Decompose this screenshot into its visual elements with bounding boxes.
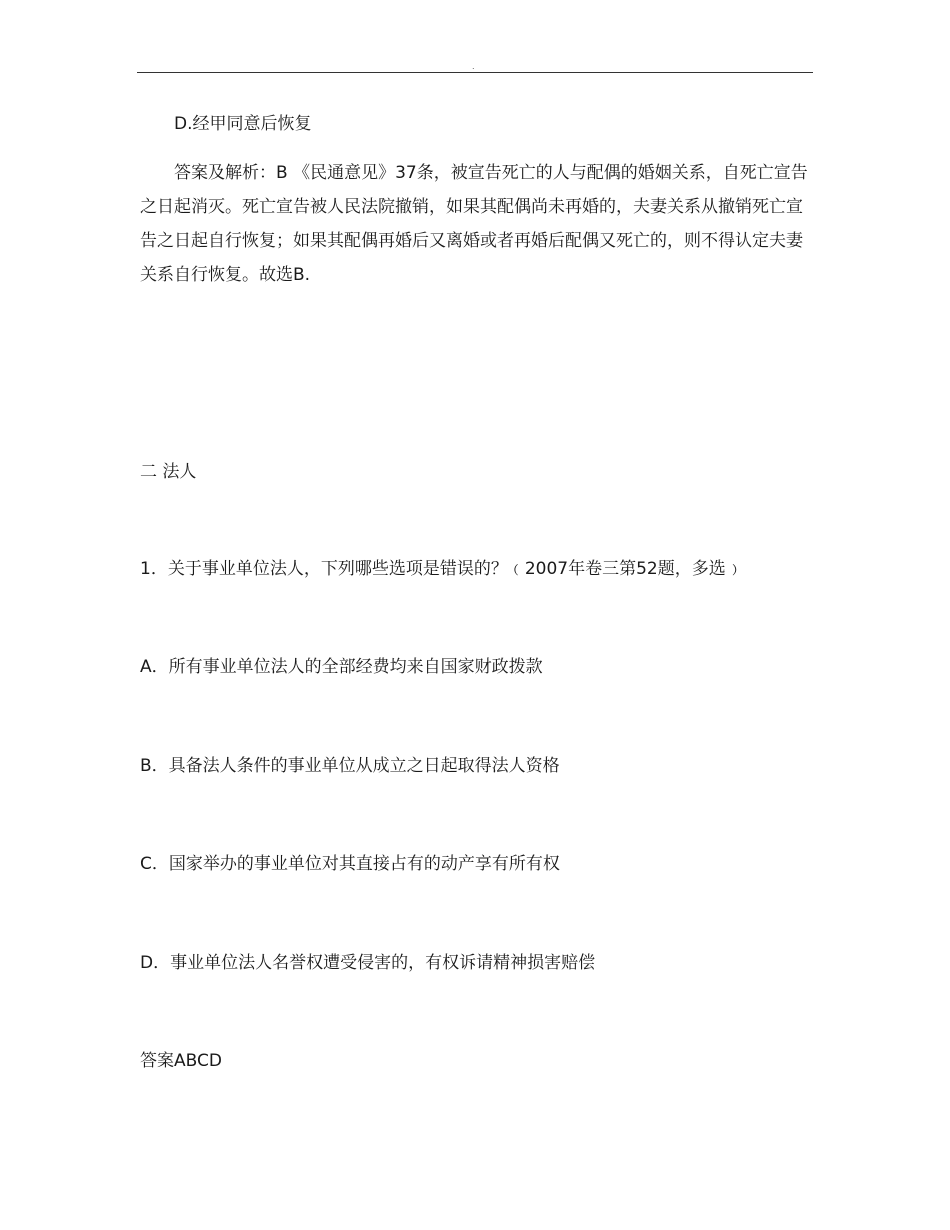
option-a: A．所有事业单位法人的全部经费均来自国家财政拨款 (140, 657, 543, 677)
explanation-line: 之日起消灭。死亡宣告被人民法院撤销，如果其配偶尚未再婚的，夫妻关系从撤销死亡宣 (140, 197, 803, 217)
option-c: C．国家举办的事业单位对其直接占有的动产享有所有权 (140, 854, 560, 874)
header-rule (137, 72, 813, 73)
explanation-line: 告之日起自行恢复；如果其配偶再婚后又离婚或者再婚后配偶又死亡的，则不得认定夫妻 (140, 231, 803, 251)
section-title: 二 法人 (140, 462, 197, 482)
explanation-line: 答案及解析：B 《民通意见》37条，被宣告死亡的人与配偶的婚姻关系，自死亡宣告 (174, 163, 808, 183)
previous-answer-explanation (140, 156, 816, 292)
answer-line: 答案ABCD (140, 1051, 222, 1071)
question-stem: 1．关于事业单位法人，下列哪些选项是错误的？﹙2007年卷三第52题，多选﹚ (140, 559, 743, 579)
option-b: B．具备法人条件的事业单位从成立之日起取得法人资格 (140, 756, 560, 776)
option-d: D．事业单位法人名誉权遭受侵害的，有权诉请精神损害赔偿 (140, 953, 596, 973)
explanation-line: 关系自行恢复。故选B. (140, 265, 311, 285)
previous-option-d: D.经甲同意后恢复 (174, 114, 312, 134)
header-dot: . (472, 62, 475, 71)
